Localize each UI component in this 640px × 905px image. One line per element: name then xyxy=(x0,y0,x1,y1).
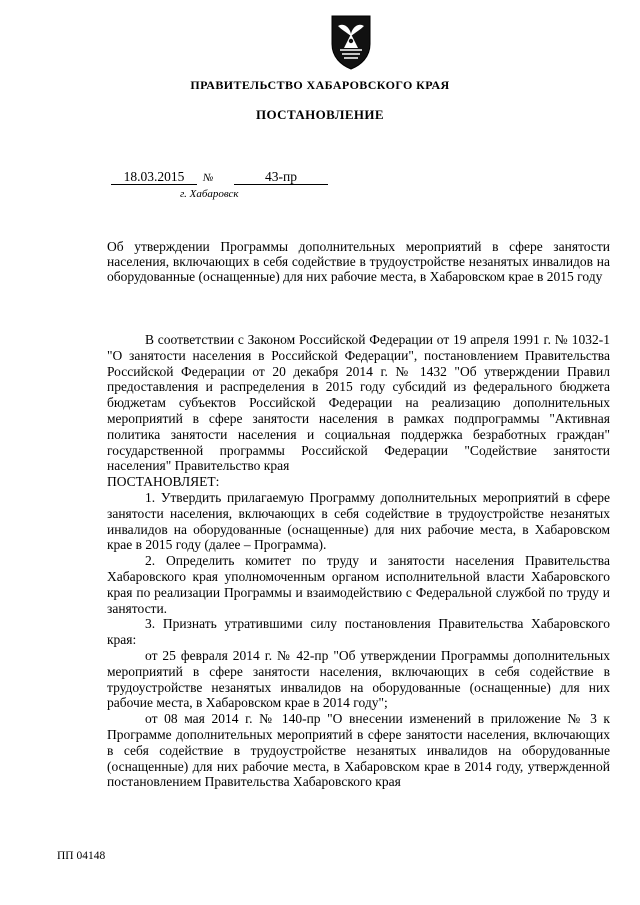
government-name: ПРАВИТЕЛЬСТВО ХАБАРОВСКОГО КРАЯ xyxy=(190,78,450,92)
item-3: 3. Признать утратившими силу постановления Правительства Хабаровского края: xyxy=(107,616,610,648)
document-city: г. Хабаровск xyxy=(180,188,239,200)
item-2: 2. Определить комитет по труду и занятости населения Правительства Хабаровского края уполномоченным органом исполнительной власти Хабаровского края по реализации Программы и взаимодействию с Федеральной службой по труду и занятости. xyxy=(107,553,610,616)
item-1: 1. Утвердить прилагаемую Программу дополнительных мероприятий в сфере занятости населения, включающих в себя содействие в трудоустройстве незанятых инвалидов на оборудованные (оснащенные) для них рабочие места, в Хабаровском крае в 2015 году (далее – Программа). xyxy=(107,489,610,553)
coat-of-arms-icon xyxy=(326,12,376,72)
document-subject: Об утверждении Программы дополнительных мероприятий в сфере занятости населения, включающих в себя содействие в трудоустройстве незанятых инвалидов на оборудованные (оснащенные) для них рабочие места, в Хабаровском крае в 2015 году xyxy=(107,239,610,285)
item-3-b: от 08 мая 2014 г. № 140-пр "О внесении изменений в приложение № 3 к Программе дополнительных мероприятий в сфере занятости населения, включающих в себя содействие в трудоустройстве незанятых инвалидов на оборудованные (оснащенные) для них рабочие места, в Хабаровском крае в 2014 году, утвержденной постановлением Правительства Хабаровского края xyxy=(107,711,610,790)
document-date: 18.03.2015 xyxy=(111,169,197,185)
document-number: 43-пр xyxy=(234,169,328,185)
item-3-a: от 25 февраля 2014 г. № 42-пр "Об утверждении Программы дополнительных мероприятий в сфере занятости населения, включающих в себя содействие в трудоустройстве незанятых инвалидов на оборудованные (оснащенные) для них рабочие места, в Хабаровском крае в 2014 году"; xyxy=(107,647,610,711)
document-type: ПОСТАНОВЛЕНИЕ xyxy=(255,107,385,122)
resolves-heading: ПОСТАНОВЛЯЕТ: xyxy=(107,474,220,490)
footer-code: ПП 04148 xyxy=(57,850,106,862)
document-body xyxy=(107,332,610,790)
preamble: В соответствии с Законом Российской Федерации от 19 апреля 1991 г. № 1032-1 "О занятости населения в Российской Федерации", постановлением Правительства Российской Федерации от 20 декабря 2014 г. № 1432 "Об утверждении Правил предоставления и распределения в 2015 году субсидий из федерального бюджета бюджетам субъектов Российской Федерации на реализацию дополнительных мероприятий в сфере занятости населения в рамках подпрограммы "Активная политика занятости населения и социальная поддержка безработных граждан" государственной программы Российской Федерации "Содействие занятости населения" Правительство края xyxy=(107,332,610,474)
number-sign: № xyxy=(203,172,214,184)
